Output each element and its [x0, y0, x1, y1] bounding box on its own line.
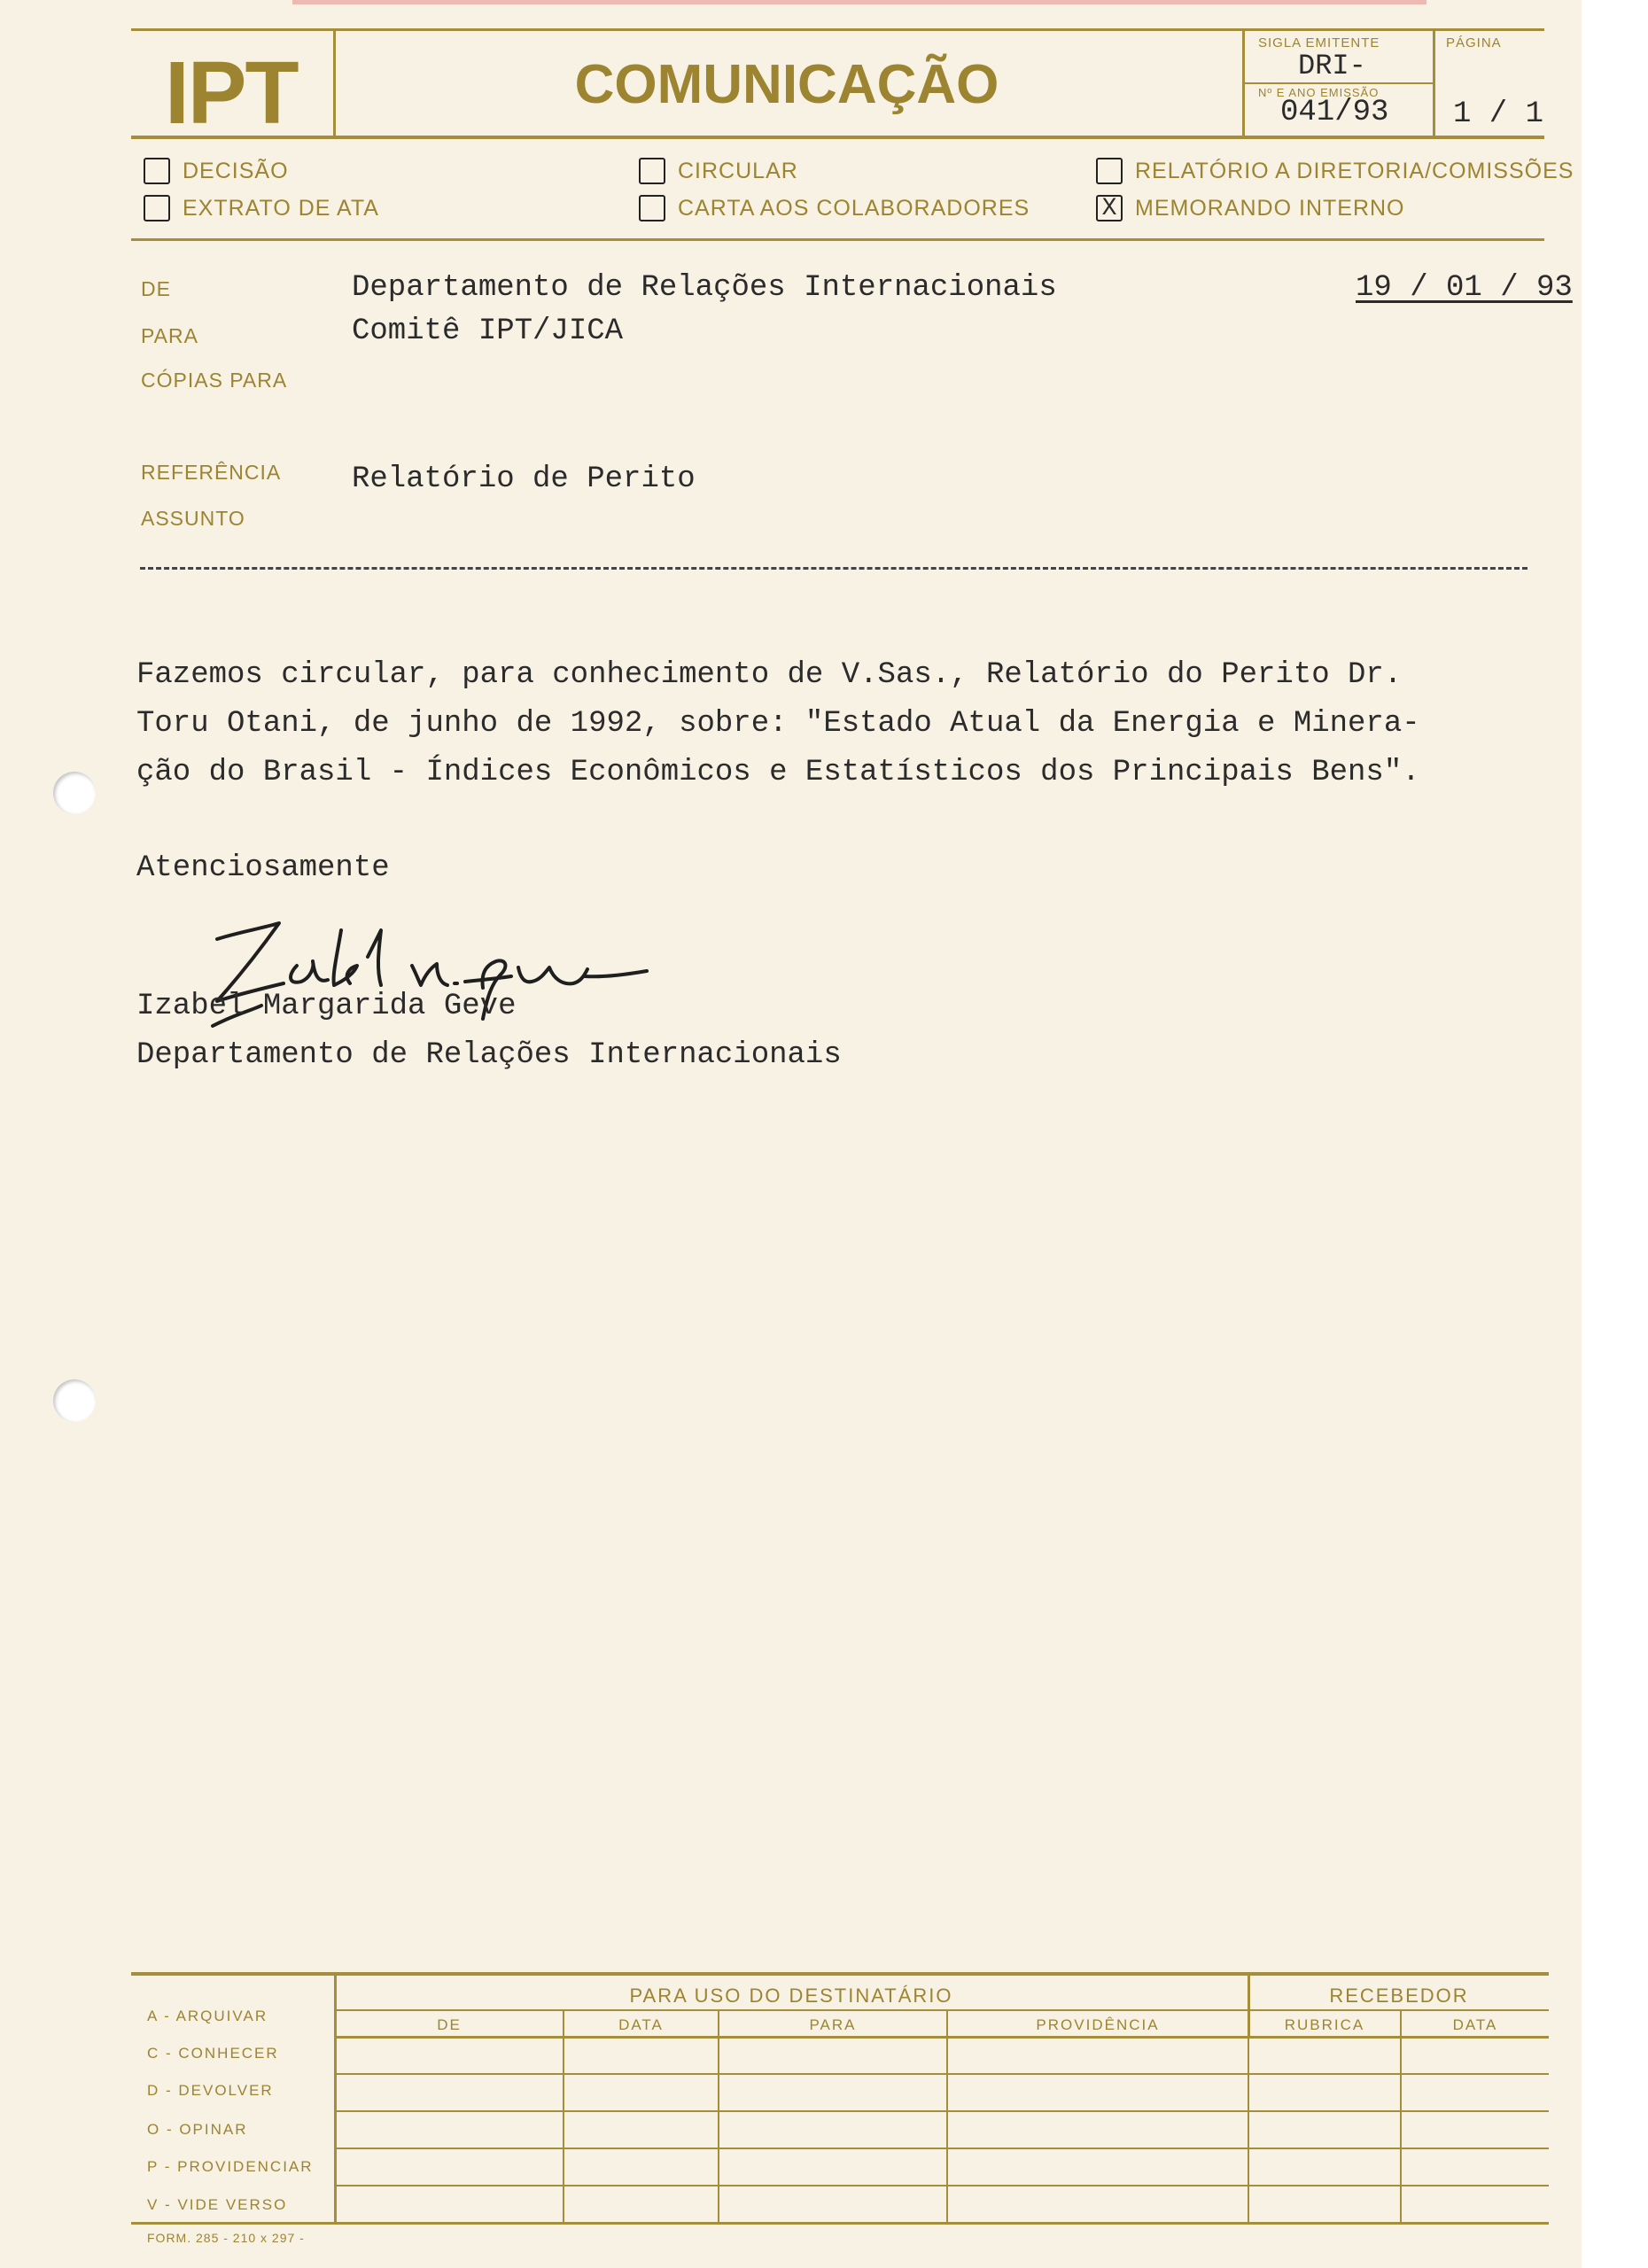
header-top-rule [131, 28, 1544, 31]
legend-item: A - ARQUIVAR [147, 2008, 268, 2024]
ipt-logo: IPT [165, 43, 298, 143]
copias-label: CÓPIAS PARA [141, 369, 288, 392]
checkbox-section-rule [131, 238, 1544, 241]
signer-name: Izabel Margarida Geve [136, 990, 517, 1023]
table-row-line [336, 2185, 1549, 2186]
checkbox-label: CARTA AOS COLABORADORES [678, 195, 1030, 221]
assunto-label: ASSUNTO [141, 507, 245, 530]
referencia-value: Relatório de Perito [352, 462, 696, 496]
checkbox-label: MEMORANDO INTERNO [1135, 195, 1405, 221]
referencia-label: REFERÊNCIA [141, 461, 282, 484]
footer-header-rule [336, 2036, 1549, 2039]
de-label: DE [141, 277, 171, 300]
checkbox[interactable] [639, 195, 665, 221]
column-header-data-recebedor: DATA [1452, 2016, 1498, 2033]
form-code: FORM. 285 - 210 x 297 - [147, 2231, 305, 2245]
checkbox[interactable] [639, 158, 665, 184]
body-line: ção do Brasil - Índices Econômicos e Estatísticos dos Principais Bens". [136, 756, 1420, 789]
doc-type-decisao[interactable] [144, 158, 289, 184]
column-header-data: DATA [618, 2016, 664, 2033]
column-header-providencia: PROVIDÊNCIA [1036, 2016, 1160, 2033]
column-divider [1400, 2011, 1402, 2224]
doc-type-extrato-de-ata[interactable] [144, 195, 379, 221]
sigla-label: SIGLA EMITENTE [1258, 35, 1380, 50]
legend-item: P - PROVIDENCIAR [147, 2158, 314, 2175]
para-label: PARA [141, 324, 198, 347]
body-line: Fazemos circular, para conhecimento de V.Sas., Relatório do Perito Dr. [136, 658, 1403, 692]
doc-type-relatorio-diretoria[interactable] [1096, 158, 1574, 184]
footer-bottom-rule [131, 2222, 1549, 2225]
checkbox-label: DECISÃO [183, 158, 289, 183]
legend-item: V - VIDE VERSO [147, 2196, 288, 2213]
closing: Atenciosamente [136, 851, 390, 885]
sigla-value: DRI- [1298, 50, 1366, 82]
separator-dashes [140, 567, 1528, 570]
column-divider [563, 2011, 564, 2224]
table-row-line [336, 2110, 1549, 2112]
paper-edge-mark [292, 0, 1426, 4]
table-row-line [336, 2073, 1549, 2075]
column-divider [946, 2011, 948, 2224]
signer-department: Departamento de Relações Internacionais [136, 1038, 842, 1072]
pagina-value: 1 / 1 [1453, 97, 1544, 131]
doc-type-carta-aos-colaboradores[interactable] [639, 195, 1030, 221]
checkbox[interactable] [144, 195, 170, 221]
binder-hole [53, 772, 96, 814]
doc-type-memorando-interno[interactable] [1096, 195, 1405, 221]
column-divider [1248, 2011, 1249, 2224]
header-cell-rule [1242, 82, 1434, 84]
para-value: Comitê IPT/JICA [352, 315, 624, 348]
column-header-de: DE [437, 2016, 462, 2033]
emissao-label: Nº E ANO EMISSÃO [1258, 86, 1380, 99]
checkbox-label: EXTRATO DE ATA [183, 195, 379, 221]
legend-item: C - CONHECER [147, 2045, 279, 2062]
checkbox-checked[interactable]: X [1096, 195, 1123, 221]
footer-top-rule [131, 1972, 1549, 1976]
checkbox-label: CIRCULAR [678, 158, 798, 183]
column-header-para: PARA [809, 2016, 857, 2033]
form-title: COMUNICAÇÃO [574, 54, 999, 115]
legend-item: D - DEVOLVER [147, 2082, 274, 2099]
footer-header-rule [336, 2009, 1549, 2011]
legend-item: O - OPINAR [147, 2121, 248, 2138]
doc-type-circular[interactable] [639, 158, 798, 184]
column-divider [718, 2011, 719, 2224]
table-row-line [336, 2148, 1549, 2149]
checkbox-label: RELATÓRIO A DIRETORIA/COMISSÕES [1135, 158, 1574, 183]
pagina-label: PÁGINA [1446, 35, 1502, 50]
destinatario-header: PARA USO DO DESTINATÁRIO [629, 1984, 953, 2007]
column-header-rubrica: RUBRICA [1284, 2016, 1365, 2033]
recebedor-header: RECEBEDOR [1329, 1984, 1469, 2007]
emissao-value: 041/93 [1280, 96, 1389, 129]
de-value: Departamento de Relações Internacionais [352, 271, 1057, 305]
checkbox[interactable] [1096, 158, 1123, 184]
body-line: Toru Otani, de junho de 1992, sobre: "Estado Atual da Energia e Minera- [136, 707, 1420, 741]
memo-date: 19 / 01 / 93 [1356, 271, 1573, 305]
binder-hole [53, 1379, 96, 1422]
checkbox[interactable] [144, 158, 170, 184]
memo-body [136, 651, 1519, 893]
header-bottom-rule [131, 136, 1544, 139]
